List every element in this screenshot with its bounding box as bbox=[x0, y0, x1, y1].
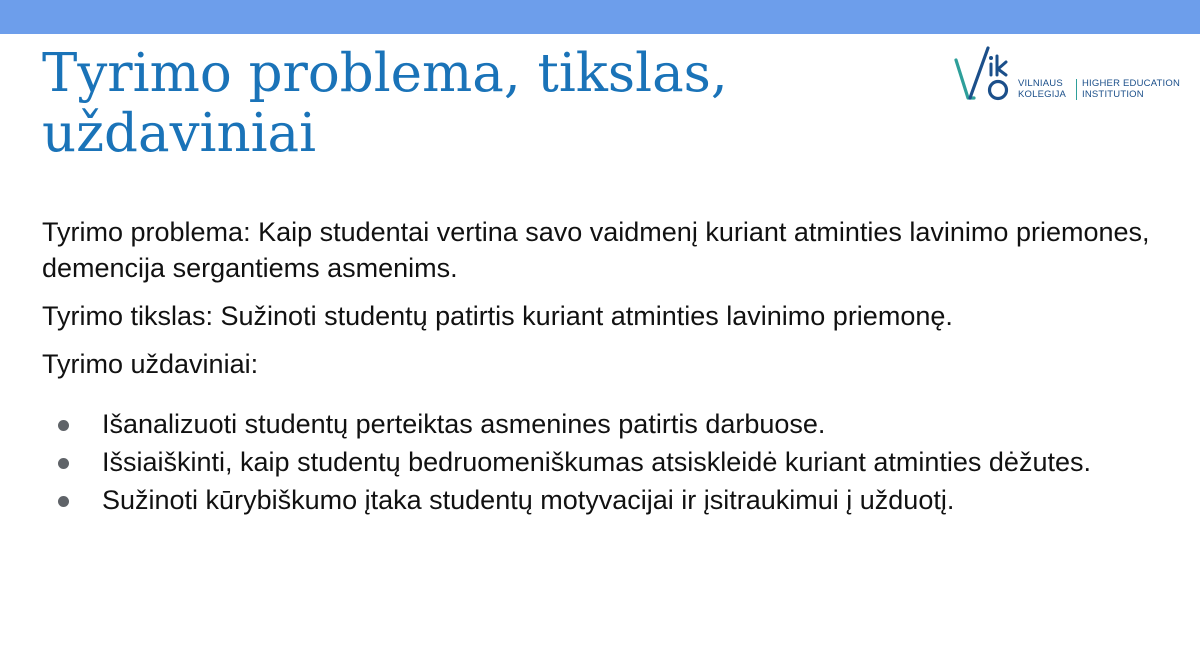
task-text: Išanalizuoti studentų perteiktas asmenines patirtis darbuose. bbox=[102, 409, 826, 439]
logo-divider bbox=[1076, 79, 1077, 100]
logo-tagline-line1: HIGHER EDUCATION bbox=[1082, 78, 1181, 89]
logo-name-line1: VILNIAUS bbox=[1018, 78, 1063, 89]
list-item bbox=[42, 444, 1162, 480]
logo-tagline-line2: INSTITUTION bbox=[1082, 89, 1144, 100]
bullet-dot-icon bbox=[58, 420, 69, 431]
slide-body bbox=[42, 214, 1162, 520]
task-text: Išsiaiškinti, kaip studentų bedruomeniškumas atsiskleidė kuriant atminties dėžutes. bbox=[102, 447, 1091, 477]
research-problem: Tyrimo problema: Kaip studentai vertina savo vaidmenį kuriant atminties lavinimo priemones, demencija sergantiems asmenims. bbox=[42, 217, 1150, 283]
research-tasks-list bbox=[42, 406, 1162, 518]
task-text: Sužinoti kūrybiškumo įtaka studentų motyvacijai ir įsitraukimui į užduotį. bbox=[102, 485, 955, 515]
logo-tagline bbox=[1082, 78, 1180, 100]
list-item bbox=[42, 406, 1162, 442]
bullet-dot-icon bbox=[58, 458, 69, 469]
viko-logo-mark-icon bbox=[952, 46, 1016, 106]
list-item bbox=[42, 482, 1162, 518]
bullet-dot-icon bbox=[58, 496, 69, 507]
research-goal: Tyrimo tikslas: Sužinoti studentų patirtis kuriant atminties lavinimo priemonę. bbox=[42, 301, 953, 331]
logo-name-line2: KOLEGIJA bbox=[1018, 89, 1067, 100]
slide-title: Tyrimo problema, tikslas, uždaviniai bbox=[42, 43, 728, 164]
research-tasks-heading: Tyrimo uždaviniai: bbox=[42, 349, 259, 379]
logo-name bbox=[1018, 78, 1066, 100]
viko-logo bbox=[952, 46, 1192, 106]
top-accent-bar bbox=[0, 0, 1200, 34]
